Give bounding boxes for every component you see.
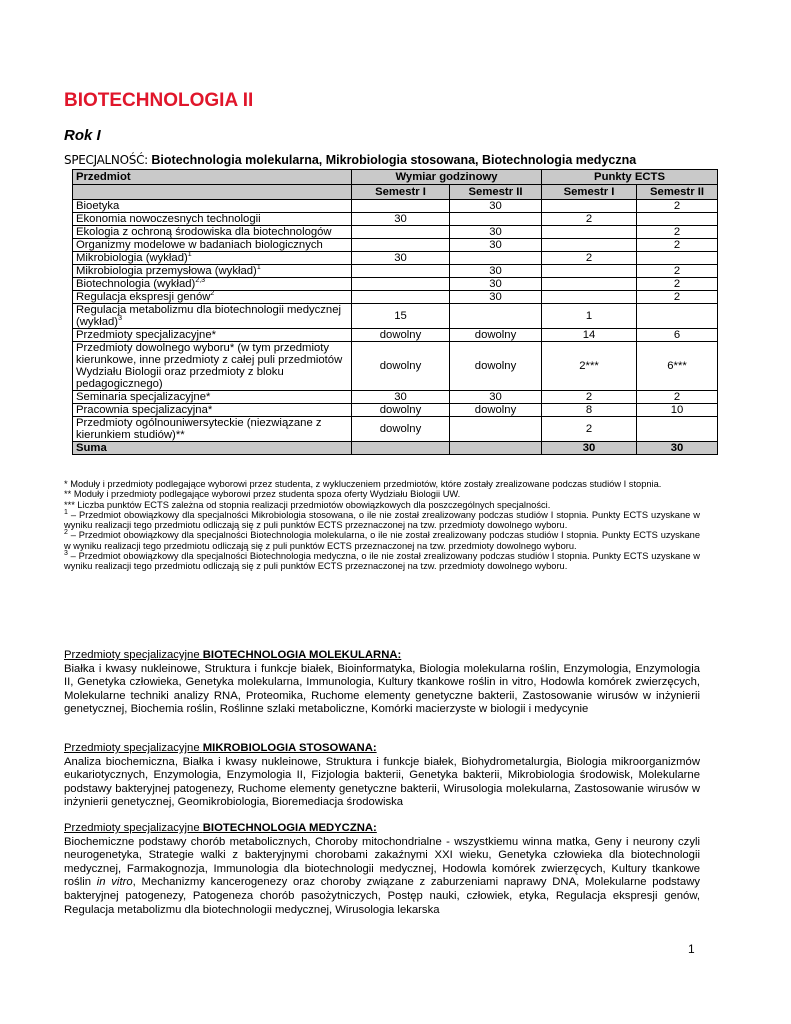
sum-ects-sem1: 30 xyxy=(542,442,637,455)
document-title: BIOTECHNOLOGIA II xyxy=(64,90,254,111)
hours-sem2-cell xyxy=(450,278,542,291)
subject-cell xyxy=(73,213,352,226)
subject-cell-text: Przedmioty specjalizacyjne* xyxy=(76,329,217,341)
ects-sem1-cell xyxy=(542,200,637,213)
section-medyczna-body-b: , Mechanizmy kancerogenezy oraz choroby związane z zaburzeniami naprawy DNA, Molekularne podstawy bakteryjnej patogenezy, Patogeneza chorób pasożytniczych, Postęp nauki, człowiek, etyka, Regulacja ekspresji genów, Regulacja metabolizmu dla biotechnologii medycznej, Wirusologia lekarska xyxy=(64,876,701,916)
hours-sem1-cell-text: dowolny xyxy=(379,404,422,416)
ects-sem1-cell-text: 14 xyxy=(582,329,596,341)
section-molekularna xyxy=(64,649,700,717)
ects-sem2-cell-text: 2 xyxy=(673,226,681,238)
footnote-3 xyxy=(64,551,700,572)
sum-label: Suma xyxy=(73,442,352,455)
subject-cell-text: Mikrobiologia przemysłowa (wykład) xyxy=(76,265,257,277)
footnote-ref: 2,3 xyxy=(195,277,206,285)
table-row xyxy=(73,213,718,226)
hours-sem1-cell xyxy=(352,417,450,442)
ects-sem2-cell-text: 10 xyxy=(670,404,684,416)
footnote-ref: 3 xyxy=(118,315,122,323)
hours-sem2-cell xyxy=(450,342,542,391)
hours-sem2-cell xyxy=(450,417,542,442)
section-molekularna-prefix: Przedmioty specjalizacyjne xyxy=(64,649,203,661)
specialization-label: SPECJALNOŚĆ: xyxy=(64,153,148,167)
footnote-3-mark: 3 xyxy=(64,549,68,557)
hours-sem1-cell xyxy=(352,226,450,239)
ects-sem1-cell xyxy=(542,278,637,291)
hours-sem2-cell xyxy=(450,252,542,265)
section-medyczna-body-italic: in vitro xyxy=(96,876,133,889)
ects-sem2-cell xyxy=(637,342,718,391)
table-subheader-row xyxy=(73,185,718,200)
header-ects-sem2: Semestr II xyxy=(637,185,718,200)
ects-sem2-cell-text: 6*** xyxy=(667,360,687,372)
sum-hours-sem2 xyxy=(450,442,542,455)
ects-sem2-cell xyxy=(637,239,718,252)
section-medyczna-body-a: Biochemiczne podstawy chorób metabolicznych, Choroby mitochondrialne - wszystkiemu winna matka, Geny i neurony czyli neurogenetyka, Strategie walki z bakteryjnymi chorobami zakaźnymi XXI wieku, Genetyka człowieka dla biotechnologii medycznej, Farmakognozja, Immunologia dla biotechnologii medycznej, Hodowla komórek zwierzęcych, Kultury tkankowe roślin xyxy=(64,835,700,889)
section-medyczna-title: BIOTECHNOLOGIA MEDYCZNA: xyxy=(202,822,377,834)
hours-sem1-cell xyxy=(352,342,450,391)
ects-sem2-cell xyxy=(637,265,718,278)
ects-sem2-cell-text: 2 xyxy=(673,278,681,290)
ects-sem1-cell xyxy=(542,342,637,391)
footnote-1-text: – Przedmiot obowiązkowy dla specjalności Mikrobiologia stosowana, o ile nie został zrealizowany podczas studiów I stopnia. Punkty ECTS uzyskane w wyniku realizacji tego przedmiotu odliczają się z puli punktów ECTS przeznaczonej na tzw. przedmioty dowolnego wyboru. xyxy=(64,509,700,531)
table-body xyxy=(73,200,718,442)
hours-sem2-cell xyxy=(450,213,542,226)
ects-sem2-cell xyxy=(637,200,718,213)
hours-sem2-cell xyxy=(450,265,542,278)
hours-sem1-cell-text: 30 xyxy=(394,213,407,225)
hours-sem2-cell xyxy=(450,329,542,342)
header-ects: Punkty ECTS xyxy=(542,170,718,185)
ects-sem1-cell xyxy=(542,391,637,404)
subject-cell xyxy=(73,304,352,329)
subject-cell-text: Biotechnologia (wykład) xyxy=(76,278,196,290)
hours-sem2-cell-text: 30 xyxy=(489,291,502,303)
section-molekularna-title: BIOTECHNOLOGIA MOLEKULARNA: xyxy=(202,649,402,661)
hours-sem2-cell-text: dowolny xyxy=(474,329,517,341)
header-hours: Wymiar godzinowy xyxy=(352,170,542,185)
hours-sem1-cell-text: dowolny xyxy=(379,360,422,372)
ects-sem2-cell-text: 2 xyxy=(673,291,681,303)
specialization-line xyxy=(64,153,636,167)
subject-cell-text: Regulacja metabolizmu dla biotechnologii medycznej (wykład) xyxy=(76,304,341,328)
footnote-external: ** Moduły i przedmioty podlegające wyborowi przez studenta spoza oferty Wydziału Biologii UW. xyxy=(64,489,461,500)
hours-sem1-cell-text: 30 xyxy=(394,391,407,403)
table-row xyxy=(73,304,718,329)
ects-sem1-cell xyxy=(542,265,637,278)
table-row xyxy=(73,391,718,404)
hours-sem1-cell-text: 15 xyxy=(394,310,407,322)
ects-sem1-cell xyxy=(542,226,637,239)
subject-cell-text: Mikrobiologia (wykład) xyxy=(76,252,188,264)
ects-sem1-cell xyxy=(542,417,637,442)
footnote-ref: 2 xyxy=(210,290,215,298)
table-row xyxy=(73,239,718,252)
subject-cell-text: Ekologia z ochroną środowiska dla biotechnologów xyxy=(76,226,332,238)
hours-sem2-cell-text: 30 xyxy=(489,278,502,290)
ects-sem1-cell-text: 2 xyxy=(585,423,593,435)
ects-sem2-cell xyxy=(637,404,718,417)
footnote-2-text: – Przedmiot obowiązkowy dla specjalności Biotechnologia molekularna, o ile nie został zrealizowany podczas studiów I stopnia. Punkty ECTS uzyskane w wyniku realizacji tego przedmiotu odliczają się z puli punktów ECTS przeznaczonej na tzw. przedmioty dowolnego wyboru. xyxy=(64,530,700,551)
subject-cell xyxy=(73,342,352,391)
specialization-value: Biotechnologia molekularna, Mikrobiologia stosowana, Biotechnologia medyczna xyxy=(151,153,637,167)
hours-sem2-cell-text: 30 xyxy=(489,200,502,212)
subject-cell-text: Regulacja ekspresji genów xyxy=(76,291,211,303)
section-medyczna xyxy=(64,822,700,917)
hours-sem2-cell-text: dowolny xyxy=(474,404,517,416)
hours-sem1-cell xyxy=(352,329,450,342)
hours-sem2-cell xyxy=(450,404,542,417)
subject-cell-text: Pracownia specjalizacyjna* xyxy=(76,404,213,416)
ects-sem1-cell xyxy=(542,239,637,252)
header-blank xyxy=(73,185,352,200)
ects-sem1-cell-text: 2 xyxy=(585,252,593,264)
page-number: 1 xyxy=(688,942,695,956)
footnote-1 xyxy=(64,510,700,531)
footnote-ects: *** Liczba punktów ECTS zależna od stopnia realizacji przedmiotów obowiązkowych dla poszczególnych specjalności. xyxy=(64,499,551,510)
table-sum-row xyxy=(73,442,718,455)
ects-sem1-cell-text: 1 xyxy=(585,310,593,322)
subject-cell xyxy=(73,329,352,342)
hours-sem1-cell xyxy=(352,404,450,417)
sum-ects-sem2: 30 xyxy=(637,442,718,455)
header-hours-sem1: Semestr I xyxy=(352,185,450,200)
hours-sem1-cell xyxy=(352,200,450,213)
subject-cell xyxy=(73,200,352,213)
hours-sem2-cell xyxy=(450,239,542,252)
hours-sem2-cell xyxy=(450,304,542,329)
hours-sem1-cell xyxy=(352,213,450,226)
hours-sem2-cell-text: 30 xyxy=(489,265,502,277)
subject-cell xyxy=(73,252,352,265)
footnote-2 xyxy=(64,530,700,551)
subject-cell xyxy=(73,404,352,417)
hours-sem1-cell xyxy=(352,265,450,278)
ects-sem1-cell xyxy=(542,291,637,304)
header-hours-sem2: Semestr II xyxy=(450,185,542,200)
hours-sem1-cell xyxy=(352,252,450,265)
hours-sem2-cell-text: 30 xyxy=(489,391,502,403)
ects-sem1-cell-text: 2 xyxy=(585,213,593,225)
ects-sem2-cell xyxy=(637,278,718,291)
footnote-3-text: – Przedmiot obowiązkowy dla specjalności Biotechnologia medyczna, o ile nie został zrealizowany podczas studiów I stopnia. Punkty ECTS uzyskane w wyniku realizacji tego przedmiotu odliczają się z puli punktów ECTS przeznaczonej na tzw. przedmioty dowolnego wyboru. xyxy=(64,551,700,572)
hours-sem1-cell xyxy=(352,239,450,252)
section-mikrobiologia-prefix: Przedmioty specjalizacyjne xyxy=(64,742,203,754)
subject-cell-text: Seminaria specjalizacyjne* xyxy=(76,391,211,403)
section-medyczna-heading xyxy=(64,822,700,836)
subject-cell-text: Organizmy modelowe w badaniach biologicznych xyxy=(76,239,323,251)
ects-sem2-cell xyxy=(637,391,718,404)
subject-cell-text: Przedmioty dowolnego wyboru* (w tym przedmioty kierunkowe, inne przedmioty z całej puli przedmiotów Wydziału Biologii oraz przedmioty z bloku pedagogicznego) xyxy=(76,342,343,390)
subject-cell xyxy=(73,417,352,442)
subject-cell xyxy=(73,278,352,291)
ects-sem2-cell xyxy=(637,226,718,239)
ects-sem1-cell-text: 2*** xyxy=(579,360,599,372)
subject-cell xyxy=(73,391,352,404)
ects-sem2-cell xyxy=(637,252,718,265)
section-molekularna-heading xyxy=(64,649,700,663)
table-row xyxy=(73,404,718,417)
hours-sem1-cell-text: 30 xyxy=(394,252,407,264)
table-row xyxy=(73,417,718,442)
footnote-1-mark: 1 xyxy=(64,508,68,516)
ects-sem2-cell-text: 2 xyxy=(673,391,681,403)
table-row xyxy=(73,200,718,213)
table-row xyxy=(73,252,718,265)
ects-sem2-cell xyxy=(637,329,718,342)
footnote-optional: * Moduły i przedmioty podlegające wyborowi przez studenta, z wykluczeniem przedmiotów, które zostały zrealizowane podczas studiów I stopnia. xyxy=(64,479,662,489)
section-mikrobiologia xyxy=(64,742,700,810)
ects-sem1-cell xyxy=(542,329,637,342)
hours-sem1-cell xyxy=(352,291,450,304)
ects-sem1-cell-text: 2 xyxy=(585,391,593,403)
table-row xyxy=(73,278,718,291)
table-row xyxy=(73,265,718,278)
hours-sem1-cell xyxy=(352,391,450,404)
section-molekularna-body: Białka i kwasy nukleinowe, Struktura i funkcje białek, Bioinformatyka, Biologia molekularna roślin, Enzymologia, Enzymologia II, Genetyka człowieka, Genetyka molekularna, Immunologia, Kultury tkankowe roślin in vitro, Hodowla komórek zwierzęcych, Molekularne techniki analizy RNA, Proteomika, Ruchome elementy genetyczne bakterii, Zastosowanie wirusów w inżynierii genetycznej, Biochemia roślin, Roślinne szlaki metaboliczne, Komórki macierzyste w biologii i medycynie xyxy=(64,662,700,716)
subject-cell-text: Bioetyka xyxy=(76,200,120,212)
ects-sem1-cell-text: 8 xyxy=(585,404,593,416)
header-subject: Przedmiot xyxy=(73,170,352,185)
hours-sem1-cell-text: dowolny xyxy=(379,329,422,341)
ects-sem2-cell-text: 2 xyxy=(673,239,681,251)
sum-hours-sem1 xyxy=(352,442,450,455)
table-row xyxy=(73,291,718,304)
subject-cell xyxy=(73,265,352,278)
subject-cell-text: Przedmioty ogólnouniwersyteckie (niezwiązane z kierunkiem studiów)** xyxy=(76,417,322,441)
hours-sem2-cell xyxy=(450,200,542,213)
ects-sem2-cell xyxy=(637,213,718,226)
footnotes xyxy=(64,479,700,572)
ects-sem2-cell xyxy=(637,291,718,304)
study-plan-table xyxy=(72,169,718,455)
footnote-2-mark: 2 xyxy=(64,529,68,537)
footnote-ref: 1 xyxy=(187,251,192,259)
section-medyczna-body xyxy=(64,836,700,918)
section-mikrobiologia-body: Analiza biochemiczna, Białka i kwasy nukleinowe, Struktura i funkcje białek, Biohydrometalurgia, Biologia mikroorganizmów eukariotycznych, Enzymologia, Enzymologia II, Fizjologia bakterii, Genetyka bakterii, Mikrobiologia środowisk, Molekularne podstawy bakteryjnej patogenezy, Ruchome elementy genetyczne bakterii, Wirusologia molekularna, Zastosowanie wirusów w inżynierii genetycznej, Geomikrobiologia, Bioremediacja środowiska xyxy=(64,755,700,809)
ects-sem2-cell-text: 2 xyxy=(673,200,681,212)
header-ects-sem1: Semestr I xyxy=(542,185,637,200)
table-row xyxy=(73,329,718,342)
hours-sem2-cell-text: 30 xyxy=(489,239,502,251)
ects-sem1-cell xyxy=(542,213,637,226)
hours-sem1-cell xyxy=(352,304,450,329)
hours-sem2-cell xyxy=(450,291,542,304)
hours-sem1-cell xyxy=(352,278,450,291)
table-row xyxy=(73,226,718,239)
hours-sem2-cell-text: dowolny xyxy=(474,360,517,372)
ects-sem1-cell xyxy=(542,404,637,417)
ects-sem1-cell xyxy=(542,252,637,265)
subject-cell xyxy=(73,226,352,239)
section-mikrobiologia-title: MIKROBIOLOGIA STOSOWANA: xyxy=(202,742,377,754)
ects-sem2-cell xyxy=(637,304,718,329)
ects-sem2-cell-text: 6 xyxy=(673,329,681,341)
subject-cell-text: Ekonomia nowoczesnych technologii xyxy=(76,213,261,225)
table-header-row xyxy=(73,170,718,185)
footnote-ref: 1 xyxy=(256,264,261,272)
ects-sem1-cell xyxy=(542,304,637,329)
subject-cell xyxy=(73,239,352,252)
section-mikrobiologia-heading xyxy=(64,742,700,756)
year-heading: Rok I xyxy=(64,127,101,144)
hours-sem2-cell xyxy=(450,226,542,239)
subject-cell xyxy=(73,291,352,304)
ects-sem2-cell xyxy=(637,417,718,442)
hours-sem2-cell-text: 30 xyxy=(489,226,502,238)
table-row xyxy=(73,342,718,391)
ects-sem2-cell-text: 2 xyxy=(673,265,681,277)
section-medyczna-prefix: Przedmioty specjalizacyjne xyxy=(64,822,203,834)
hours-sem1-cell-text: dowolny xyxy=(379,423,422,435)
hours-sem2-cell xyxy=(450,391,542,404)
